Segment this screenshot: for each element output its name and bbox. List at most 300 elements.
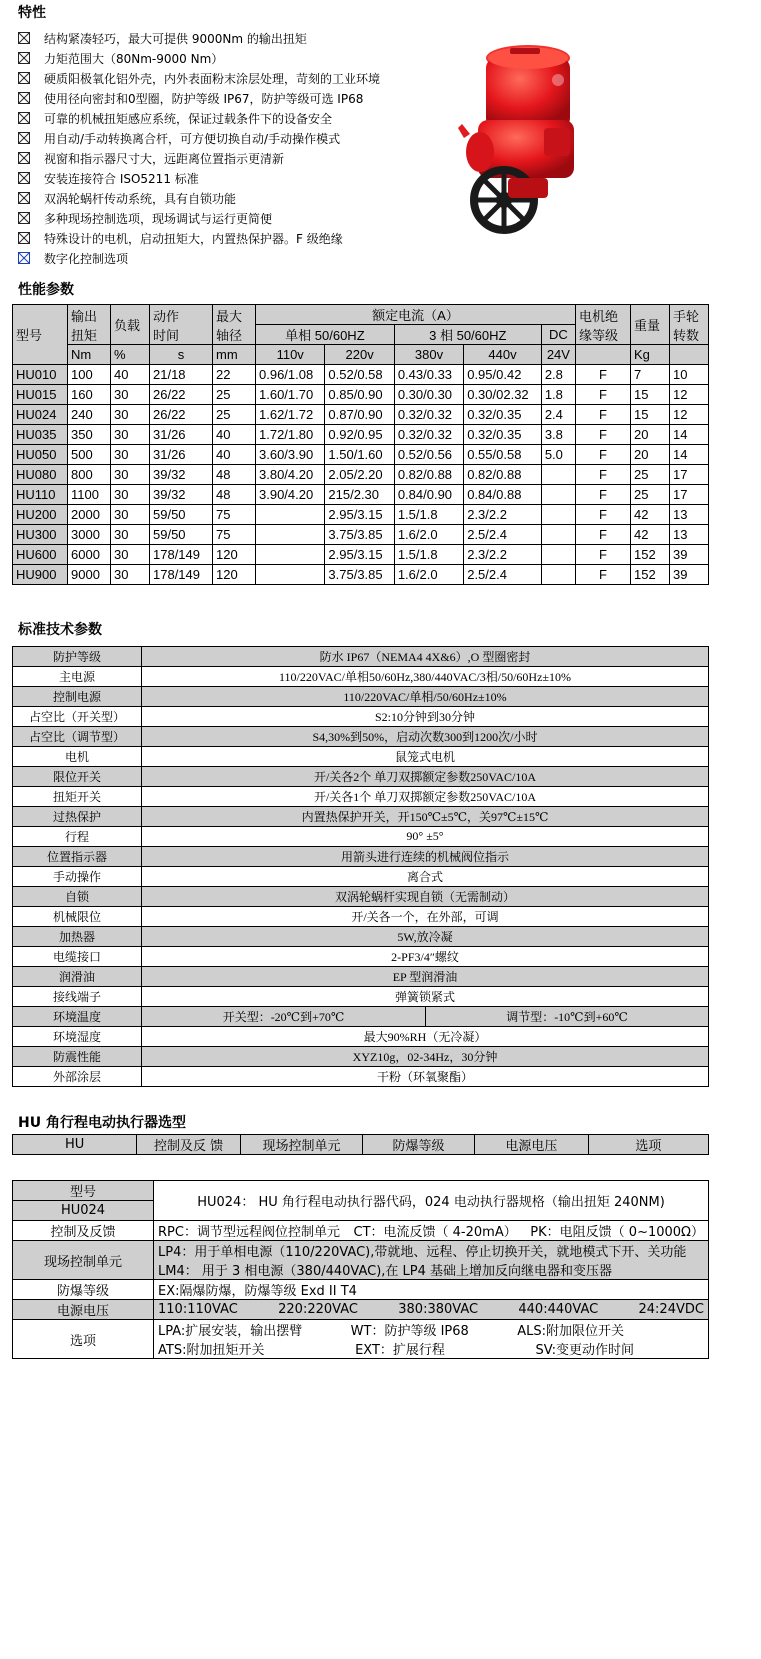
- tech-row: [13, 647, 709, 667]
- feature-item: [18, 28, 458, 48]
- table-cell: F: [576, 485, 631, 505]
- table-cell: HU050: [13, 445, 68, 465]
- checkbox-icon: [18, 232, 30, 244]
- feature-text: 硬质阳极氧化铝外壳，内外表面粉末涂层处理，苛刻的工业环境: [44, 71, 381, 86]
- tech-label: 扭矩开关: [13, 787, 142, 807]
- table-cell: 25: [213, 385, 256, 405]
- tech-value: 90° ±5°: [142, 827, 709, 847]
- table-cell: 0.32/0.32: [394, 425, 463, 445]
- tech-value: S4,30%到50%，启动次数300到1200次/小时: [142, 727, 709, 747]
- table-cell: HU024: [13, 405, 68, 425]
- tech-label: 环境温度: [13, 1007, 142, 1027]
- tech-value: 开/关各1个 单刀双掷额定参数250VAC/10A: [142, 787, 709, 807]
- header-insulation: 电机绝 缘等级: [576, 305, 631, 345]
- header-time: 动作 时间: [150, 305, 213, 345]
- tech-temp-mod: 调节型：-10℃到+60℃: [426, 1007, 709, 1027]
- table-cell: 48: [213, 485, 256, 505]
- table-cell: 20: [631, 445, 670, 465]
- tech-label: 电缆接口: [13, 947, 142, 967]
- table-cell: 2.95/3.15: [325, 545, 394, 565]
- checkbox-icon: [18, 212, 30, 224]
- table-cell: 3.90/4.20: [256, 485, 325, 505]
- tech-row: [13, 807, 709, 827]
- table-cell: 0.55/0.58: [464, 445, 542, 465]
- table-cell: 1.8: [541, 385, 575, 405]
- unit-24v: 24V: [541, 345, 575, 365]
- tech-title: 标准技术参数: [18, 622, 102, 638]
- table-cell: 1.6/2.0: [394, 565, 463, 585]
- unit-insulation: [576, 345, 631, 365]
- feature-list: [18, 28, 458, 268]
- feature-item: [18, 168, 458, 188]
- table-cell: 25: [631, 465, 670, 485]
- table-cell: HU200: [13, 505, 68, 525]
- volt-value: [154, 1300, 709, 1320]
- ex-value: EX:隔爆防爆，防爆等级 Exd II T4: [154, 1280, 709, 1300]
- table-cell: F: [576, 405, 631, 425]
- table-cell: 40: [111, 365, 150, 385]
- table-cell: 17: [670, 465, 709, 485]
- ctrl-ct: CT：电流反馈（ 4-20mA）: [353, 1225, 517, 1240]
- option-item: ALS:附加限位开关: [517, 1324, 624, 1339]
- table-cell: 39/32: [150, 485, 213, 505]
- feature-item: [18, 208, 458, 228]
- selection-header-table: [12, 1134, 709, 1155]
- tech-value: 内置热保护开关，开150℃±5℃，关97℃±15℃: [142, 807, 709, 827]
- tech-label: 自锁: [13, 887, 142, 907]
- table-cell: 100: [68, 365, 111, 385]
- tech-label: 占空比（开关型）: [13, 707, 142, 727]
- table-cell: 0.32/0.35: [464, 405, 542, 425]
- tech-value: 防水 IP67（NEMA4 4X&6）,O 型圈密封: [142, 647, 709, 667]
- tech-value: 双涡轮蜗杆实现自锁（无需制动）: [142, 887, 709, 907]
- table-cell: 120: [213, 565, 256, 585]
- header-torque: 输出 扭矩: [68, 305, 111, 345]
- unit-load: %: [111, 345, 150, 365]
- table-cell: 31/26: [150, 445, 213, 465]
- table-cell: 215/2.30: [325, 485, 394, 505]
- ctrl-rpc: RPC：调节型远程阀位控制单元: [158, 1225, 340, 1240]
- feature-text: 数字化控制选项: [44, 251, 129, 266]
- table-cell: 2.3/2.2: [464, 505, 542, 525]
- selection-col: 现场控制单元: [240, 1135, 362, 1155]
- option-item: LPA:扩展安装，输出摆臂: [158, 1324, 303, 1339]
- tech-value: 开/关各2个 单刀双掷额定参数250VAC/10A: [142, 767, 709, 787]
- tech-row: [13, 727, 709, 747]
- table-cell: 152: [631, 565, 670, 585]
- table-cell: 12: [670, 385, 709, 405]
- header-single-phase: 单相 50/60HZ: [256, 325, 395, 345]
- tech-value: EP 型润滑油: [142, 967, 709, 987]
- feature-item: [18, 128, 458, 148]
- table-row: [13, 505, 709, 525]
- field-lp4: LP4：用于单相电源（110/220VAC),带就地、远程、停止切换开关，就地模式下开、关功能: [158, 1245, 687, 1260]
- header-weight: 重量: [631, 305, 670, 345]
- feature-text: 视窗和指示器尺寸大，远距离位置指示更清新: [44, 151, 285, 166]
- table-cell: 0.43/0.33: [394, 365, 463, 385]
- header-current: 额定电流（A）: [256, 305, 576, 325]
- table-cell: 0.84/0.88: [464, 485, 542, 505]
- table-cell: 1.5/1.8: [394, 545, 463, 565]
- tech-row: [13, 987, 709, 1007]
- table-cell: [541, 485, 575, 505]
- ctrl-value: [154, 1221, 709, 1241]
- volt-option: 440:440VAC: [518, 1302, 599, 1317]
- table-cell: F: [576, 525, 631, 545]
- option-item: WT：防护等级 IP68: [350, 1324, 469, 1339]
- table-cell: 178/149: [150, 565, 213, 585]
- table-cell: 0.30/0.30: [394, 385, 463, 405]
- table-cell: 800: [68, 465, 111, 485]
- table-cell: HU035: [13, 425, 68, 445]
- table-cell: 20: [631, 425, 670, 445]
- option-item: EXT：扩展行程: [355, 1343, 445, 1358]
- tech-label: 位置指示器: [13, 847, 142, 867]
- features-title: 特性: [18, 5, 46, 21]
- table-cell: 42: [631, 525, 670, 545]
- table-cell: 3000: [68, 525, 111, 545]
- table-cell: 75: [213, 525, 256, 545]
- table-cell: 0.82/0.88: [464, 465, 542, 485]
- checkbox-icon: [18, 92, 30, 104]
- tech-label: 机械限位: [13, 907, 142, 927]
- table-row: [13, 425, 709, 445]
- tech-value: XYZ10g，02-34Hz，30分钟: [142, 1047, 709, 1067]
- ex-label: 防爆等级: [13, 1280, 154, 1300]
- tech-label: 占空比（调节型）: [13, 727, 142, 747]
- table-cell: F: [576, 425, 631, 445]
- table-cell: 6000: [68, 545, 111, 565]
- table-cell: 30: [111, 445, 150, 465]
- checkbox-icon: [18, 192, 30, 204]
- tech-value: 用箭头进行连续的机械阀位指示: [142, 847, 709, 867]
- checkbox-icon: [18, 72, 30, 84]
- unit-shaft: mm: [213, 345, 256, 365]
- table-cell: 26/22: [150, 385, 213, 405]
- table-cell: 3.75/3.85: [325, 565, 394, 585]
- feature-item: [18, 148, 458, 168]
- header-load: 负载: [111, 305, 150, 345]
- tech-label: 加热器: [13, 927, 142, 947]
- unit-turns: [670, 345, 709, 365]
- table-cell: 2.5/2.4: [464, 565, 542, 585]
- volt-option: 110:110VAC: [158, 1302, 238, 1317]
- table-cell: 0.84/0.90: [394, 485, 463, 505]
- feature-text: 力矩范围大（80Nm-9000 Nm）: [44, 51, 224, 66]
- table-cell: 152: [631, 545, 670, 565]
- table-cell: 3.60/3.90: [256, 445, 325, 465]
- unit-220v: 220v: [325, 345, 394, 365]
- table-cell: 500: [68, 445, 111, 465]
- tech-row: [13, 747, 709, 767]
- table-cell: F: [576, 505, 631, 525]
- header-shaft: 最大 轴径: [213, 305, 256, 345]
- table-row: [13, 365, 709, 385]
- selection-title: HU 角行程电动执行器选型: [18, 1115, 186, 1131]
- table-cell: 39/32: [150, 465, 213, 485]
- tech-row: [13, 947, 709, 967]
- tech-label: 主电源: [13, 667, 142, 687]
- table-cell: 2000: [68, 505, 111, 525]
- table-cell: 0.85/0.90: [325, 385, 394, 405]
- table-cell: 1.60/1.70: [256, 385, 325, 405]
- table-cell: 0.96/1.08: [256, 365, 325, 385]
- unit-380v: 380v: [394, 345, 463, 365]
- table-row: [13, 465, 709, 485]
- feature-item: [18, 68, 458, 88]
- feature-text: 双涡轮蜗杆传动系统，具有自锁功能: [44, 191, 237, 206]
- feature-item: [18, 188, 458, 208]
- table-cell: 14: [670, 425, 709, 445]
- table-cell: 40: [213, 445, 256, 465]
- table-cell: 30: [111, 525, 150, 545]
- table-cell: 59/50: [150, 505, 213, 525]
- table-cell: 31/26: [150, 425, 213, 445]
- volt-option: 380:380VAC: [398, 1302, 479, 1317]
- table-cell: 75: [213, 505, 256, 525]
- table-cell: 13: [670, 505, 709, 525]
- table-cell: F: [576, 385, 631, 405]
- table-cell: 240: [68, 405, 111, 425]
- table-cell: 17: [670, 485, 709, 505]
- option-item: SV:变更动作时间: [535, 1343, 634, 1358]
- table-row: [13, 445, 709, 465]
- table-cell: 1.6/2.0: [394, 525, 463, 545]
- tech-value: 弹簧锁紧式: [142, 987, 709, 1007]
- header-dc: DC: [541, 325, 575, 345]
- table-cell: HU600: [13, 545, 68, 565]
- table-cell: 59/50: [150, 525, 213, 545]
- tech-value: 5W,放冷凝: [142, 927, 709, 947]
- table-cell: 21/18: [150, 365, 213, 385]
- feature-text: 多种现场控制选项，现场调试与运行更简便: [44, 211, 273, 226]
- tech-temp-switch: 开关型：-20℃到+70℃: [142, 1007, 426, 1027]
- tech-row: [13, 707, 709, 727]
- selection-col: HU: [13, 1135, 137, 1155]
- tech-label: 控制电源: [13, 687, 142, 707]
- ctrl-pk: PK：电阻反馈（ 0~1000Ω）: [530, 1225, 704, 1240]
- feature-text: 使用径向密封和0型圈，防护等级 IP67，防护等级可选 IP68: [44, 91, 364, 106]
- table-cell: HU015: [13, 385, 68, 405]
- table-cell: 0.95/0.42: [464, 365, 542, 385]
- tech-row: [13, 1047, 709, 1067]
- hu-model-table: [12, 1180, 709, 1359]
- tech-value: 干粉（环氧聚酯）: [142, 1067, 709, 1087]
- selection-col: 电源电压: [474, 1135, 588, 1155]
- table-cell: HU080: [13, 465, 68, 485]
- feature-item: [18, 228, 458, 248]
- table-cell: 30: [111, 405, 150, 425]
- tech-row: [13, 907, 709, 927]
- table-cell: 15: [631, 405, 670, 425]
- table-cell: 30: [111, 425, 150, 445]
- table-cell: F: [576, 565, 631, 585]
- selection-col: 防爆等级: [363, 1135, 475, 1155]
- table-cell: 25: [631, 485, 670, 505]
- table-cell: [256, 565, 325, 585]
- checkbox-icon: [18, 252, 30, 264]
- table-cell: 3.8: [541, 425, 575, 445]
- table-cell: 1100: [68, 485, 111, 505]
- table-cell: [541, 545, 575, 565]
- table-cell: 48: [213, 465, 256, 485]
- tech-value: S2:10分钟到30分钟: [142, 707, 709, 727]
- table-cell: 2.4: [541, 405, 575, 425]
- tech-value: 最大90%RH（无冷凝）: [142, 1027, 709, 1047]
- unit-110v: 110v: [256, 345, 325, 365]
- table-cell: 22: [213, 365, 256, 385]
- feature-item: [18, 48, 458, 68]
- tech-row: [13, 687, 709, 707]
- header-turns: 手轮 转数: [670, 305, 709, 345]
- volt-label: 电源电压: [13, 1300, 154, 1320]
- table-cell: [541, 565, 575, 585]
- feature-text: 用自动/手动转换离合杆，可方便切换自动/手动操作模式: [44, 131, 341, 146]
- table-cell: 3.80/4.20: [256, 465, 325, 485]
- tech-label: 润滑油: [13, 967, 142, 987]
- feature-text: 可靠的机械扭矩感应系统，保证过载条件下的设备安全: [44, 111, 333, 126]
- table-cell: 2.05/2.20: [325, 465, 394, 485]
- table-cell: 1.5/1.8: [394, 505, 463, 525]
- feature-text: 特殊设计的电机，启动扭矩大，内置热保护器。F 级绝缘: [44, 231, 343, 246]
- ctrl-label: 控制及反馈: [13, 1221, 154, 1241]
- table-cell: 30: [111, 485, 150, 505]
- header-model: 型号: [13, 305, 68, 365]
- table-cell: 25: [213, 405, 256, 425]
- field-label: 现场控制单元: [13, 1241, 154, 1280]
- table-cell: 2.3/2.2: [464, 545, 542, 565]
- tech-label: 手动操作: [13, 867, 142, 887]
- feature-text: 安装连接符合 ISO5211 标准: [44, 171, 199, 186]
- table-cell: 120: [213, 545, 256, 565]
- model-desc: HU024： HU 角行程电动执行器代码，024 电动执行器规格（输出扭矩 240NM): [154, 1181, 709, 1221]
- checkbox-icon: [18, 112, 30, 124]
- selection-col: 选项: [588, 1135, 708, 1155]
- tech-row: [13, 1027, 709, 1047]
- table-row: [13, 545, 709, 565]
- table-cell: 178/149: [150, 545, 213, 565]
- table-cell: 12: [670, 405, 709, 425]
- tech-label: 限位开关: [13, 767, 142, 787]
- header-three-phase: 3 相 50/60HZ: [394, 325, 541, 345]
- table-cell: 1.72/1.80: [256, 425, 325, 445]
- table-cell: 10: [670, 365, 709, 385]
- table-cell: HU110: [13, 485, 68, 505]
- table-cell: 14: [670, 445, 709, 465]
- table-cell: 350: [68, 425, 111, 445]
- table-cell: 0.87/0.90: [325, 405, 394, 425]
- table-row: [13, 565, 709, 585]
- table-cell: 0.52/0.56: [394, 445, 463, 465]
- checkbox-icon: [18, 52, 30, 64]
- selection-col: 控制及反 馈: [137, 1135, 241, 1155]
- checkbox-icon: [18, 32, 30, 44]
- table-cell: 30: [111, 465, 150, 485]
- tech-value: 110/220VAC/单相50/60Hz,380/440VAC/3相/50/60Hz±10%: [142, 667, 709, 687]
- tech-row: [13, 847, 709, 867]
- table-cell: [256, 505, 325, 525]
- table-cell: [541, 465, 575, 485]
- table-cell: F: [576, 365, 631, 385]
- tech-value: 离合式: [142, 867, 709, 887]
- tech-row: [13, 787, 709, 807]
- field-lm4: LM4： 用于 3 相电源（380/440VAC),在 LP4 基础上增加反向继电器和变压器: [158, 1264, 613, 1279]
- checkbox-icon: [18, 172, 30, 184]
- table-cell: HU300: [13, 525, 68, 545]
- table-row: [13, 485, 709, 505]
- volt-option: 24:24VDC: [638, 1302, 704, 1317]
- table-cell: [256, 525, 325, 545]
- table-cell: HU900: [13, 565, 68, 585]
- tech-value: 鼠笼式电机: [142, 747, 709, 767]
- tech-row: [13, 767, 709, 787]
- table-cell: 0.52/0.58: [325, 365, 394, 385]
- table-cell: 40: [213, 425, 256, 445]
- tech-params-table: [12, 646, 709, 1087]
- field-value: [154, 1241, 709, 1280]
- tech-label: 外部涂层: [13, 1067, 142, 1087]
- table-cell: 30: [111, 385, 150, 405]
- tech-row: [13, 887, 709, 907]
- table-cell: HU010: [13, 365, 68, 385]
- table-cell: 0.92/0.95: [325, 425, 394, 445]
- tech-row: [13, 967, 709, 987]
- table-row: [13, 385, 709, 405]
- tech-label: 环境湿度: [13, 1027, 142, 1047]
- table-cell: 0.82/0.88: [394, 465, 463, 485]
- table-cell: 2.8: [541, 365, 575, 385]
- tech-value: 2-PF3/4″螺纹: [142, 947, 709, 967]
- table-cell: 26/22: [150, 405, 213, 425]
- tech-row: [13, 667, 709, 687]
- model-label: 型号: [13, 1181, 154, 1201]
- unit-time: s: [150, 345, 213, 365]
- unit-440v: 440v: [464, 345, 542, 365]
- table-cell: 30: [111, 545, 150, 565]
- table-cell: F: [576, 545, 631, 565]
- actuator-product-image: [458, 40, 586, 238]
- opt-value: [154, 1320, 709, 1359]
- table-cell: 3.75/3.85: [325, 525, 394, 545]
- volt-option: 220:220VAC: [278, 1302, 358, 1317]
- tech-label: 接线端子: [13, 987, 142, 1007]
- checkbox-icon: [18, 132, 30, 144]
- tech-label: 电机: [13, 747, 142, 767]
- tech-row: [13, 867, 709, 887]
- performance-table: [12, 304, 709, 585]
- checkbox-icon: [18, 152, 30, 164]
- unit-weight: Kg: [631, 345, 670, 365]
- tech-label: 行程: [13, 827, 142, 847]
- tech-label: 防震性能: [13, 1047, 142, 1067]
- table-cell: 39: [670, 565, 709, 585]
- table-cell: [541, 525, 575, 545]
- table-cell: 13: [670, 525, 709, 545]
- table-row: [13, 525, 709, 545]
- table-cell: 5.0: [541, 445, 575, 465]
- table-cell: F: [576, 445, 631, 465]
- tech-label: 过热保护: [13, 807, 142, 827]
- table-cell: [256, 545, 325, 565]
- tech-row: [13, 927, 709, 947]
- table-cell: 7: [631, 365, 670, 385]
- table-cell: 2.5/2.4: [464, 525, 542, 545]
- table-cell: 30: [111, 565, 150, 585]
- option-item: ATS:附加扭矩开关: [158, 1343, 265, 1358]
- tech-row: [13, 1067, 709, 1087]
- table-cell: [541, 505, 575, 525]
- table-cell: F: [576, 465, 631, 485]
